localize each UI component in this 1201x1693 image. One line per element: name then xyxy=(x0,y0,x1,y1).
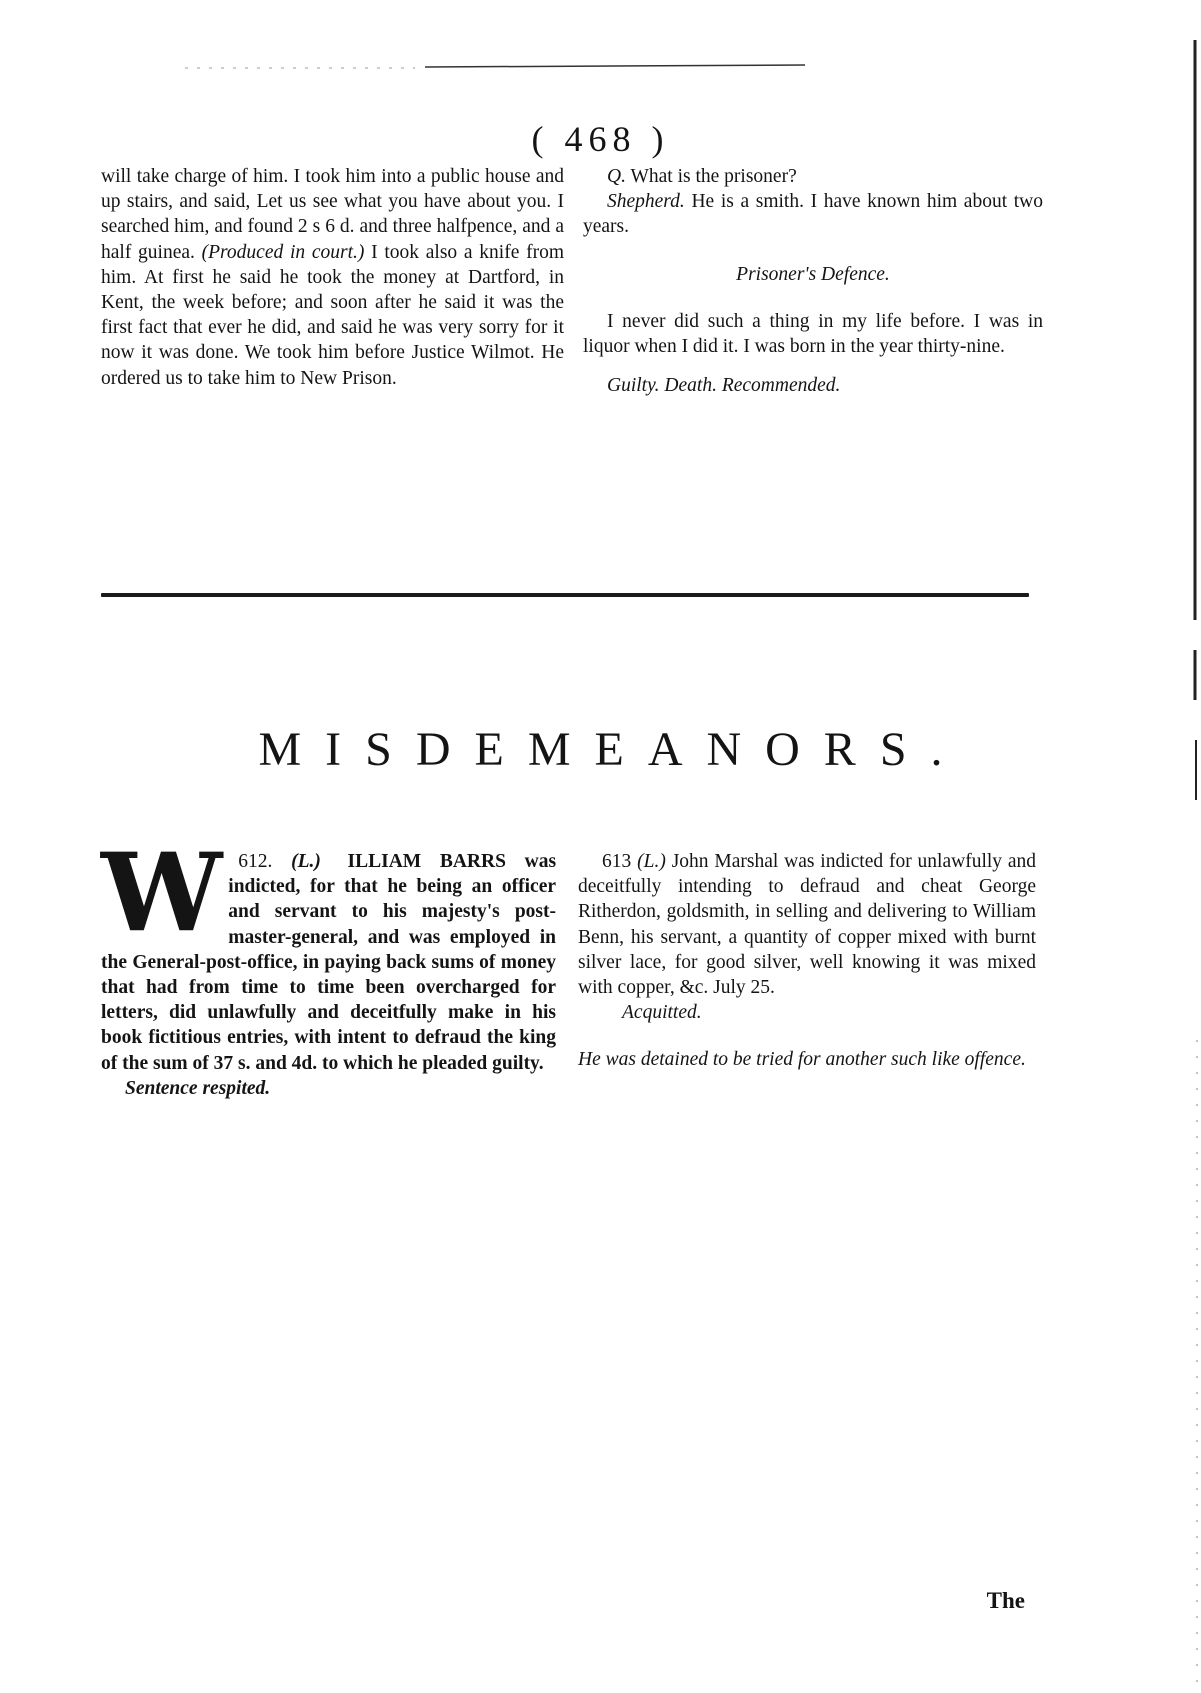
section-divider xyxy=(101,593,1029,597)
answer-speaker: Shepherd. xyxy=(607,191,685,213)
verdict-text: Guilty. Death. Recommended. xyxy=(607,375,841,397)
case-612-court: (L.) xyxy=(291,851,321,872)
question-text: What is the prisoner? xyxy=(630,166,797,187)
answer-text: He is a smith. I have known him about two years. xyxy=(583,191,1044,238)
defence-heading: Prisoner's Defence. xyxy=(736,263,890,285)
left-column-top xyxy=(101,164,564,391)
catchword: The xyxy=(986,1588,1025,1613)
defence-text: I never did such a thing in my life before. I was in liquor when I did it. I was born in the year thirty-nine. xyxy=(583,310,1043,358)
case-612-sentence: Sentence respited. xyxy=(125,1077,271,1099)
scan-artifact-line xyxy=(185,62,805,70)
case-612 xyxy=(101,830,557,1101)
testimony-text-2: I took also a knife from him. At first he said he took the money at Dartford, in Kent, the week before; and soon after he said it was the first fact that ever he did, and said he was very sorry for it now it was done. We took him before Justice Wilmot. He ordered us to take him to New Prison. xyxy=(101,241,564,389)
section-title: MISDEMEANORS. xyxy=(258,723,967,776)
case-612-text: was indicted, for that he being an officer and servant to his majesty's post-master-general, and was employed in the General-post-office, in paying back sums of money that had from time to time been overcharged for letters, did unlawfully and deceitfully make in his book fictitious entries, with intent to defraud the king of the sum of 37 s. and 4d. to which he pleaded guilty. xyxy=(101,851,557,1074)
case-613 xyxy=(578,849,1036,1073)
case-613-number: 613 xyxy=(602,851,632,872)
case-613-defendant: John Marshal xyxy=(671,851,779,872)
question-label: Q. xyxy=(607,166,626,187)
scan-edge xyxy=(1187,0,1201,1693)
case-613-text: was indicted for unlawfully and deceitfully intending to defraud and cheat George Ritherdon, goldsmith, in selling and delivering to William Benn, his servant, a quantity of copper mixed with burnt silver lace, for good silver, well knowing it was mixed with copper, &c. July 25. xyxy=(578,851,1037,999)
case-612-defendant: ILLIAM BARRS xyxy=(347,851,506,872)
court-note: (Produced in court.) xyxy=(201,241,365,263)
case-612-number: 612. xyxy=(238,851,273,872)
drop-cap-letter: W xyxy=(101,830,223,956)
case-613-verdict: Acquitted. xyxy=(622,1002,702,1024)
page-number: ( 468 ) xyxy=(531,119,670,159)
case-613-court: (L.) xyxy=(637,851,666,872)
right-column-top xyxy=(583,164,1043,398)
testimony-text-1: will take charge of him. I took him into a public house and up stairs, and said, Let us see what you have about you. I searched him, and found 2 s 6 d. and three halfpence, and a half guinea. xyxy=(101,166,564,263)
case-613-note: He was detained to be tried for another such like offence. xyxy=(578,1049,1026,1071)
